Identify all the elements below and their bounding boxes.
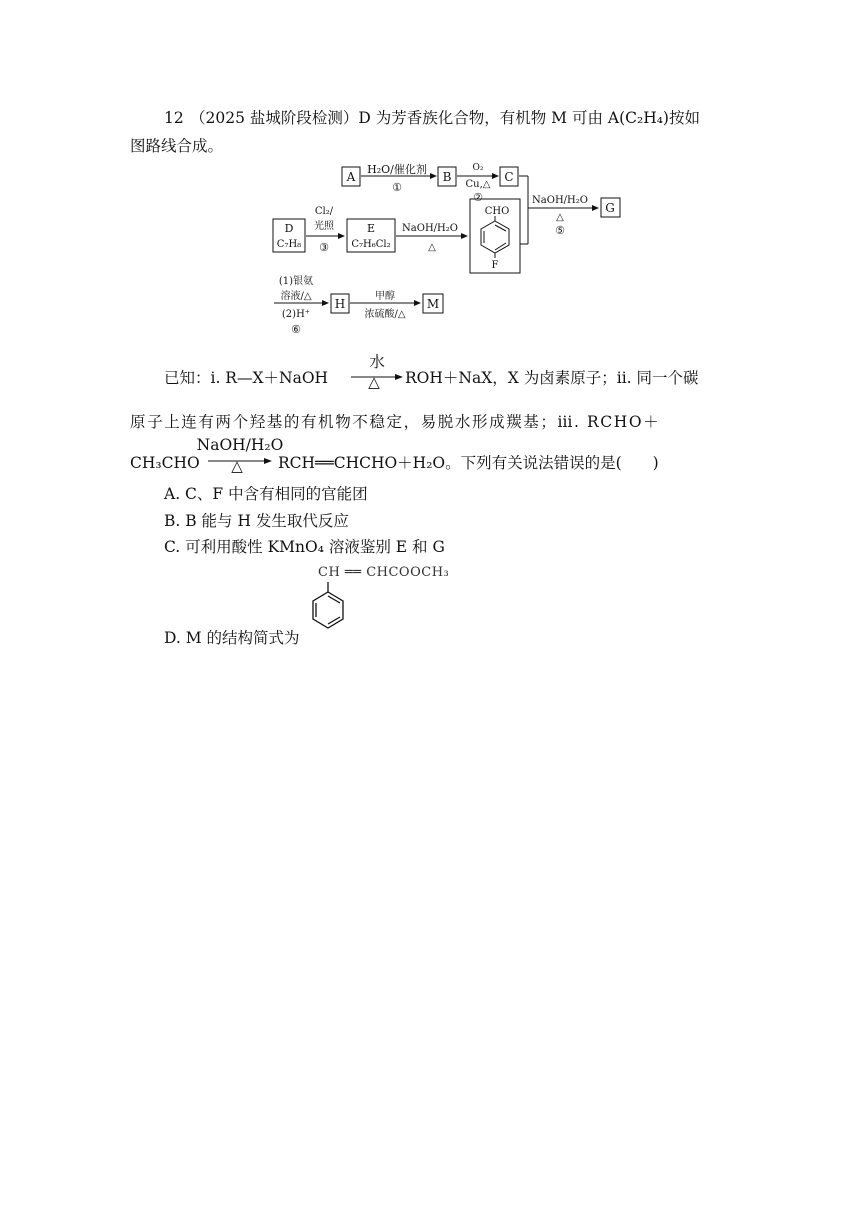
f-benzene-ring xyxy=(481,221,509,253)
box-g-label: G xyxy=(605,201,615,215)
box-h-label: H xyxy=(334,297,346,311)
arrow-water-bottom: △ xyxy=(368,373,380,391)
arrow-4-bottom: △ xyxy=(428,242,436,253)
arrow-6-top2: 溶液/△ xyxy=(280,291,312,302)
arrow-4-top: NaOH/H₂O xyxy=(402,223,458,234)
f-cho-label: CHO xyxy=(484,206,510,217)
option-c[interactable]: C. 可利用酸性 KMnO₄ 溶液鉴别 E 和 G xyxy=(164,538,445,556)
arrow-water-top: 水 xyxy=(369,353,385,371)
box-m-label: M xyxy=(426,297,440,311)
arrow-6-top1: (1)银氨 xyxy=(278,276,314,287)
arrow-5-bottom1: △ xyxy=(556,212,564,223)
question-number: 12 xyxy=(164,109,184,127)
arrow-3-bottom: ③ xyxy=(319,241,329,254)
known-line1-a: 已知：ⅰ. R—X＋NaOH xyxy=(164,369,329,387)
arrow-2-top: O₂ xyxy=(472,163,484,173)
box-e-formula: C₇H₆Cl₂ xyxy=(351,239,391,250)
box-f-label: F xyxy=(491,260,499,271)
arrow-3-top1: Cl₂/ xyxy=(314,206,334,217)
arrow-naoh-bottom: △ xyxy=(231,457,243,475)
box-b-label: B xyxy=(442,170,452,184)
known-line3-b: RCH══CHCHO＋H₂O。下列有关说法错误的是( ) xyxy=(278,454,659,472)
box-e-label: E xyxy=(366,222,376,235)
arrow-6-bottom2: ⑥ xyxy=(291,323,301,336)
known-line1-b: ROH＋NaX，X 为卤素原子；ⅱ. 同一个碳 xyxy=(405,369,699,387)
box-c-label: C xyxy=(504,170,514,184)
option-d[interactable]: D. M 的结构简式为 xyxy=(164,629,300,647)
reaction-arrow-naoh xyxy=(196,435,284,475)
arrow-7-bottom: 浓硫酸/△ xyxy=(364,309,406,320)
arrow-1-top: H₂O/催化剂 xyxy=(367,163,427,176)
arrow-7-top: 甲醇 xyxy=(375,291,395,302)
arrow-2-bottom1: Cu,△ xyxy=(465,179,491,190)
arrow-1-bottom: ① xyxy=(392,181,402,194)
arrow-naoh-top: NaOH/H₂O xyxy=(196,436,284,454)
arrow-5-bottom2: ⑤ xyxy=(555,224,565,237)
synthesis-scheme xyxy=(0,0,860,360)
option-d-benzene-ring xyxy=(305,580,355,640)
option-b[interactable]: B. B 能与 H 发生取代反应 xyxy=(164,512,349,530)
box-d-formula: C₇H₈ xyxy=(276,239,302,250)
arrow-6-bottom1: (2)H⁺ xyxy=(281,309,311,320)
option-a[interactable]: A. C、F 中含有相同的官能团 xyxy=(164,485,368,503)
box-d-label: D xyxy=(284,222,294,235)
known-line3-a: CH₃CHO xyxy=(130,454,200,472)
question-stem-line1: （2025 盐城阶段检测）D 为芳香族化合物，有机物 M 可由 A(C₂H₄)按如 xyxy=(190,109,700,127)
option-d-structure-text: CH ══ CHCOOCH₃ xyxy=(318,565,450,580)
arrow-5-top: NaOH/H₂O xyxy=(532,195,588,206)
known-line2: 原子上连有两个羟基的有机物不稳定，易脱水形成羰基；ⅲ. RCHO＋ xyxy=(130,413,661,431)
question-stem-line2: 图路线合成。 xyxy=(130,137,224,155)
box-a-label: A xyxy=(346,170,356,184)
reaction-arrow-water xyxy=(351,352,403,392)
arrow-3-top2: 光照 xyxy=(314,221,334,232)
arrow-2-bottom2: ② xyxy=(473,191,483,204)
